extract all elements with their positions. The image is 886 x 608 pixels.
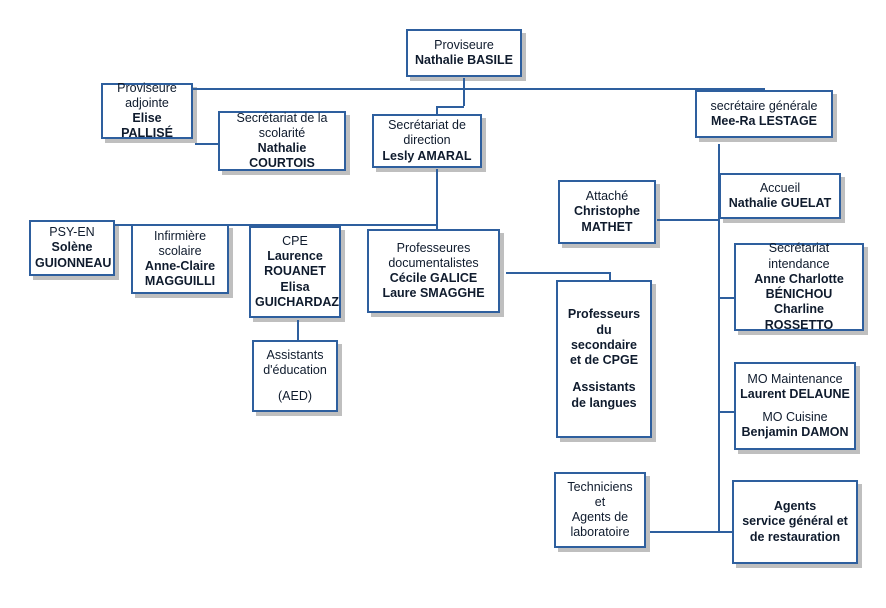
connector-direction-top: [436, 106, 464, 108]
node-line: Professeures: [396, 240, 471, 255]
node-line: scolarité: [258, 125, 306, 140]
node-line: Nathalie COURTOIS: [249, 141, 315, 171]
node-line: Accueil: [759, 180, 801, 195]
node-line: adjointe: [125, 95, 169, 110]
node-accueil[interactable]: [719, 173, 841, 219]
node-line: Anne-Claire: [144, 259, 216, 273]
node-line: Secrétariat de: [388, 118, 466, 133]
node-line: BÉNICHOU: [765, 287, 833, 301]
node-proviseure-adjointe[interactable]: [101, 80, 193, 141]
node-line: Assistants: [266, 348, 324, 363]
node-line: Proviseure: [117, 80, 177, 95]
node-secretariat-direction[interactable]: [372, 114, 482, 168]
node-line: laboratoire: [570, 525, 630, 540]
node-line: CPE: [282, 233, 308, 248]
node-cpe[interactable]: [249, 226, 341, 318]
node-line: Charline ROSSETTO: [764, 302, 834, 332]
node-line: d'éducation: [263, 363, 327, 378]
connector-sg-to-agents: [718, 531, 732, 533]
node-line: du: [596, 322, 612, 337]
node-line: Cécile GALICE: [389, 271, 478, 285]
node-line: de langues: [571, 395, 637, 410]
node-line: et: [594, 494, 606, 509]
node-line: MO Cuisine: [762, 410, 828, 424]
connector-adjointe-to-scolarite: [195, 143, 218, 145]
node-line: MAGGUILLI: [144, 274, 216, 289]
node-line: Elise PALLISÉ: [121, 111, 173, 141]
node-line: MATHET: [581, 219, 633, 234]
node-proviseure[interactable]: [406, 29, 522, 77]
node-line: PSY-EN: [49, 225, 95, 240]
node-line: Anne Charlotte: [754, 271, 844, 286]
connector-profdoc-to-secondaire: [506, 272, 610, 274]
node-line: Agents: [773, 499, 817, 514]
node-line: Infirmière: [153, 228, 207, 243]
connector-techniciens-to-sg: [650, 531, 718, 533]
node-secretaire-generale[interactable]: [695, 90, 833, 138]
node-line: Laurent DELAUNE: [740, 386, 850, 401]
node-psy-en[interactable]: [29, 220, 115, 276]
node-line: Secrétariat: [768, 241, 830, 256]
connector-cpe-to-aed: [297, 320, 299, 342]
node-line: ROUANET: [264, 264, 326, 279]
node-line: Professeurs: [567, 307, 641, 322]
node-line: Attaché: [585, 189, 629, 204]
node-aed[interactable]: [252, 340, 338, 412]
connector-direction-down: [436, 169, 438, 224]
connector-top-spine: [148, 88, 765, 90]
node-line: Assistants: [572, 380, 636, 395]
node-line: GUICHARDAZ: [255, 294, 340, 309]
node-line: Agents de: [571, 510, 629, 524]
node-techniciens-laboratoire[interactable]: [554, 472, 646, 548]
node-line: et de CPGE: [569, 353, 639, 367]
node-professeures-documentalistes[interactable]: [367, 229, 500, 313]
node-line: GUIONNEAU: [35, 255, 112, 270]
node-line: Techniciens: [567, 479, 633, 494]
node-line: Secrétariat de la: [236, 110, 328, 125]
node-agents-service-general[interactable]: [732, 480, 858, 564]
node-professeurs-secondaire[interactable]: [556, 280, 652, 438]
node-attache[interactable]: [558, 180, 656, 244]
node-line: Benjamin DAMON: [741, 425, 849, 440]
node-line: (AED): [277, 388, 313, 403]
node-line: MO Maintenance: [747, 371, 843, 386]
connector-proviseure-down: [463, 78, 465, 106]
node-line: Nathalie BASILE: [415, 53, 513, 67]
node-line: Laure SMAGGHE: [382, 286, 485, 301]
node-line: secrétaire générale: [710, 98, 818, 113]
node-infirmiere[interactable]: [131, 224, 229, 294]
node-line: Lesly AMARAL: [382, 148, 472, 163]
node-line: documentalistes: [388, 255, 479, 270]
node-line: Proviseure: [434, 37, 494, 52]
node-secretariat-scolarite[interactable]: [218, 111, 346, 171]
node-line: de restauration: [749, 529, 841, 544]
node-line: Mee-Ra LESTAGE: [710, 114, 818, 128]
node-line: Nathalie GUELAT: [728, 196, 832, 210]
node-line: service général et: [742, 514, 848, 529]
node-line: Christophe: [574, 204, 640, 219]
node-line: scolaire: [158, 243, 202, 258]
node-mo-maintenance-cuisine[interactable]: [734, 362, 856, 450]
node-line: Laurence: [267, 249, 323, 264]
node-line: intendance: [768, 256, 830, 271]
node-line: direction: [403, 133, 451, 148]
node-line: secondaire: [570, 337, 637, 352]
node-line: Elisa: [280, 279, 310, 294]
node-secretariat-intendance[interactable]: [734, 243, 864, 331]
connector-attache-to-sg: [657, 219, 718, 221]
node-line: Solène: [51, 240, 93, 255]
